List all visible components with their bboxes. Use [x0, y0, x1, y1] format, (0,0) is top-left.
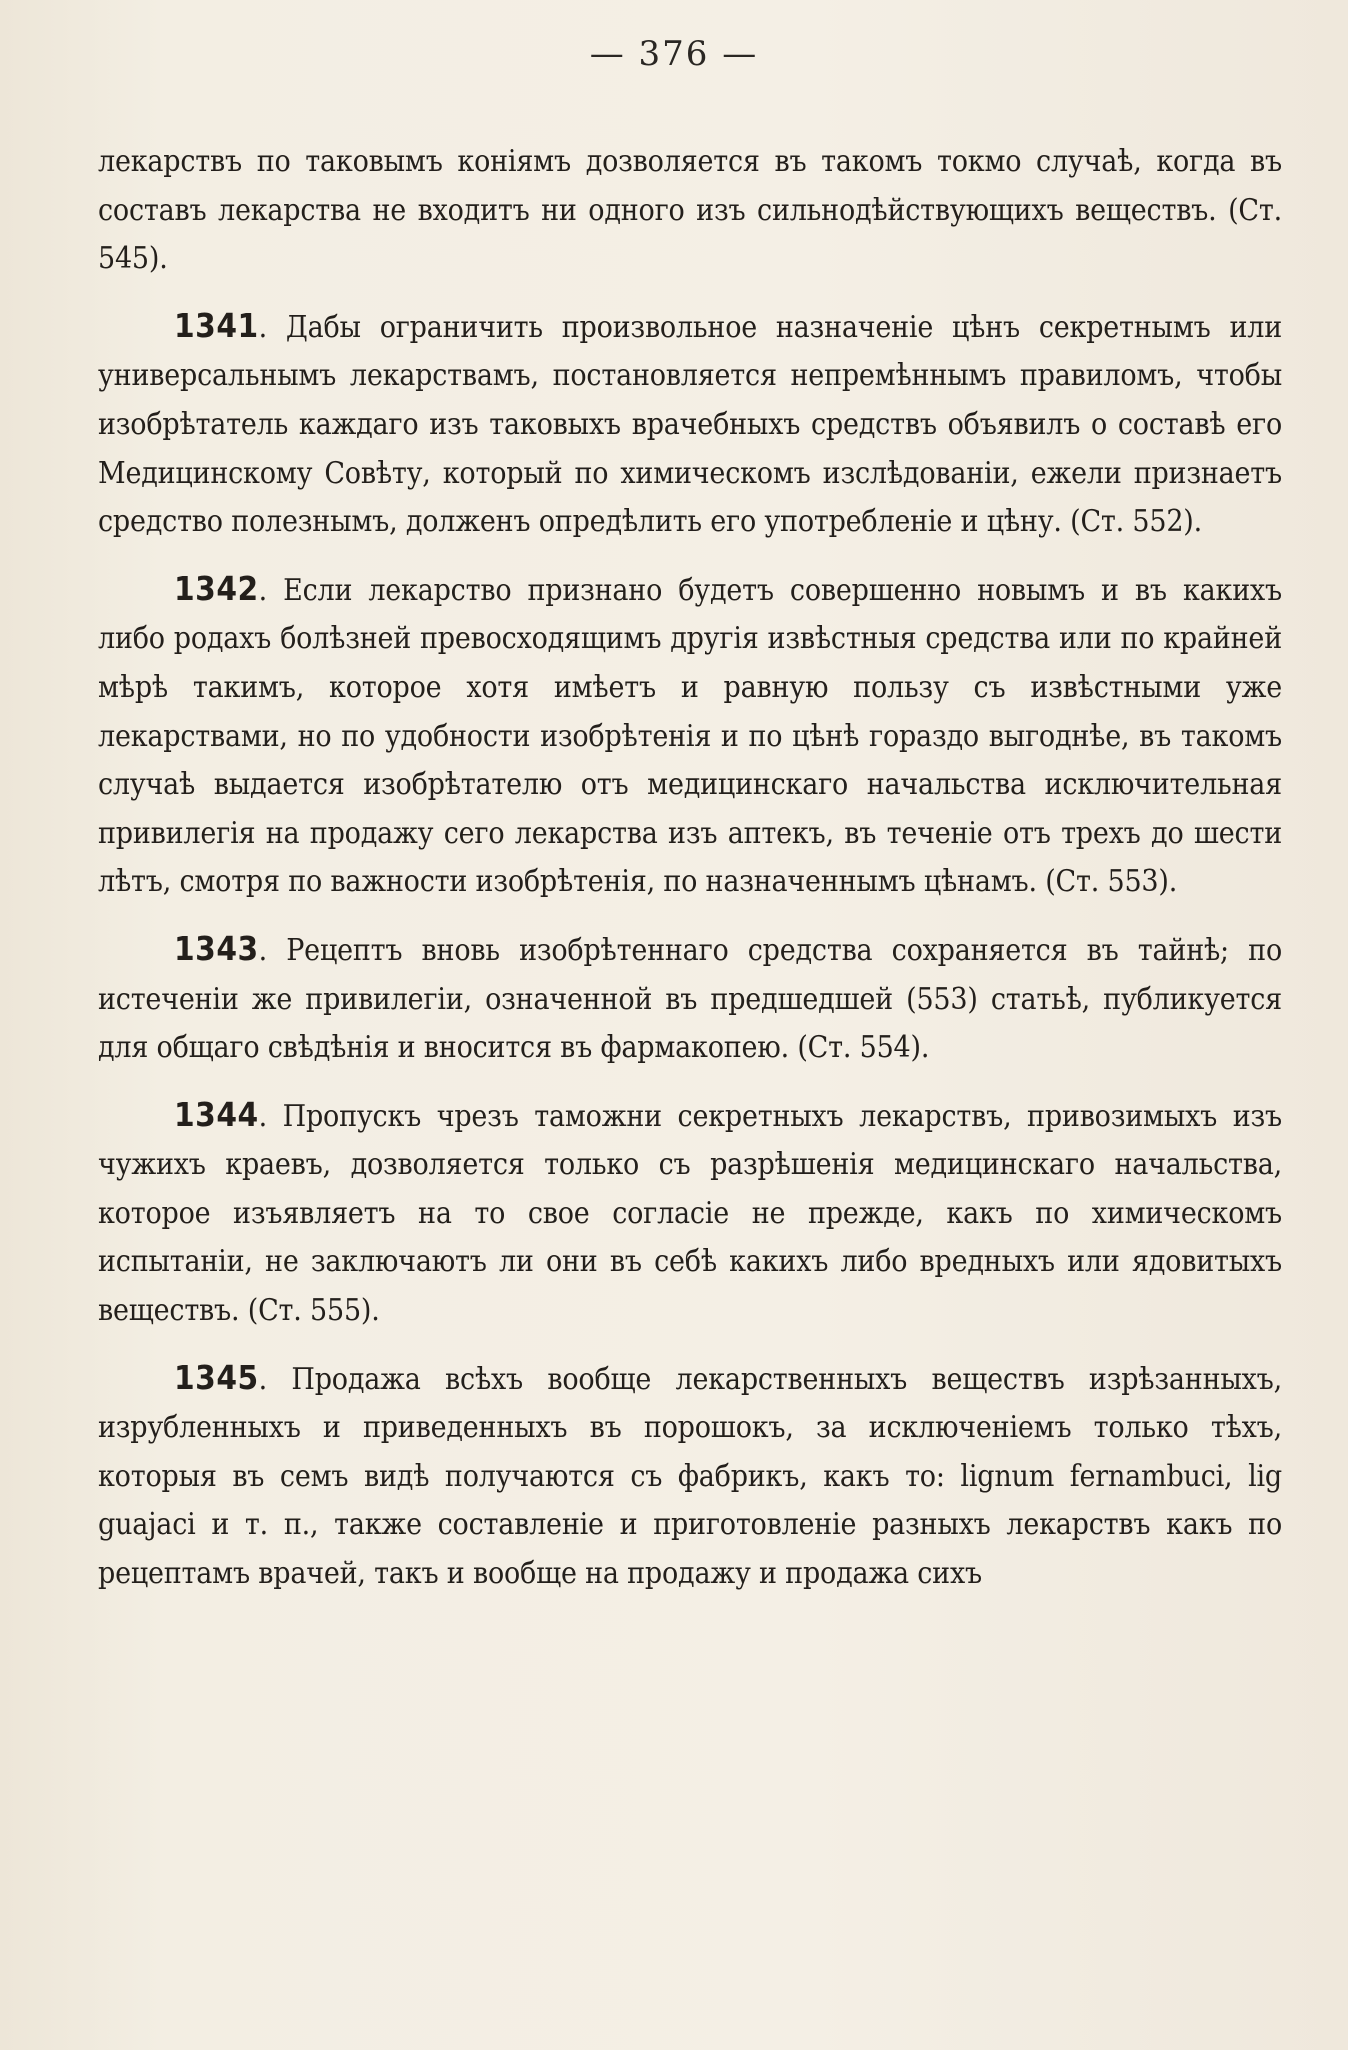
paragraph-continuation [98, 138, 1282, 284]
body-text [98, 138, 1282, 1617]
article-text: . Продажа всѣхъ вообще лекарственныхъ веществъ изрѣзанныхъ, изрубленныхъ и приведенныхъ въ порошокъ, за исключеніемъ только тѣхъ, которыя въ семъ видѣ получаются съ фабрикъ, какъ то: lignum fernambuci, lig guajaci и т. п., также составленіе и приготовленіе разныхъ лекарствъ какъ по рецептамъ врачей, такъ и вообще на продажу и продажа сихъ [98, 1361, 1282, 1592]
article-text: . Пропускъ чрезъ таможни секретныхъ лекарствъ, привозимыхъ изъ чужихъ краевъ, дозволяется только съ разрѣшенія медицинскаго начальства, которое изъявляетъ на то свое согласіе не прежде, какъ по химическомъ испытаніи, не заключаютъ ли они въ себѣ какихъ либо вредныхъ или ядовитыхъ веществъ. (Ст. 555). [98, 1098, 1282, 1329]
article-number: 1345 [174, 1357, 259, 1397]
page-number: — 376 — [589, 34, 759, 74]
article-number: 1342 [174, 568, 259, 608]
article-1345 [98, 1354, 1282, 1599]
article-number: 1344 [174, 1094, 259, 1134]
article-text: . Рецептъ вновь изобрѣтеннаго средства сохраняется въ тайнѣ; по истеченіи же привилегіи, означенной въ предшедшей (553) статьѣ, публикуется для общаго свѣдѣнія и вносится въ фармакопею. (Ст. 554). [98, 932, 1282, 1066]
article-text: . Дабы ограничить произвольное назначеніе цѣнъ секретнымъ или универсальнымъ лекарствамъ, постановляется непремѣннымъ правиломъ, чтобы изобрѣтатель каждаго изъ таковыхъ врачебныхъ средствъ объявилъ о составѣ его Медицинскому Совѣту, который по химическомъ изслѣдованіи, ежели признаетъ средство полезнымъ, долженъ опредѣлить его употребленіе и цѣну. (Ст. 552). [98, 309, 1282, 540]
article-1341 [98, 302, 1282, 547]
article-1342 [98, 565, 1282, 907]
paragraph-text: лекарствъ по таковымъ коніямъ дозволяется въ такомъ токмо случаѣ, когда въ составъ лекарства не входитъ ни одного изъ сильнодѣйствующихъ веществъ. (Ст. 545). [98, 144, 1282, 277]
article-1344 [98, 1091, 1282, 1336]
article-number: 1341 [174, 305, 259, 345]
article-1343 [98, 925, 1282, 1073]
article-number: 1343 [174, 928, 259, 968]
article-text: . Если лекарство признано будетъ совершенно новымъ и въ какихъ либо родахъ болѣзней превосходящимъ другія извѣстныя средства или по крайней мѣрѣ такимъ, которое хотя имѣетъ и равную пользу съ извѣстными уже лекарствами, но по удобности изобрѣтенія и по цѣнѣ гораздо выгоднѣе, въ такомъ случаѣ выдается изобрѣтателю отъ медицинскаго начальства исключительная привилегія на продажу сего лекарства изъ аптекъ, въ теченіе отъ трехъ до шести лѣтъ, смотря по важности изобрѣтенія, по назначеннымъ цѣнамъ. (Ст. 553). [98, 572, 1282, 900]
